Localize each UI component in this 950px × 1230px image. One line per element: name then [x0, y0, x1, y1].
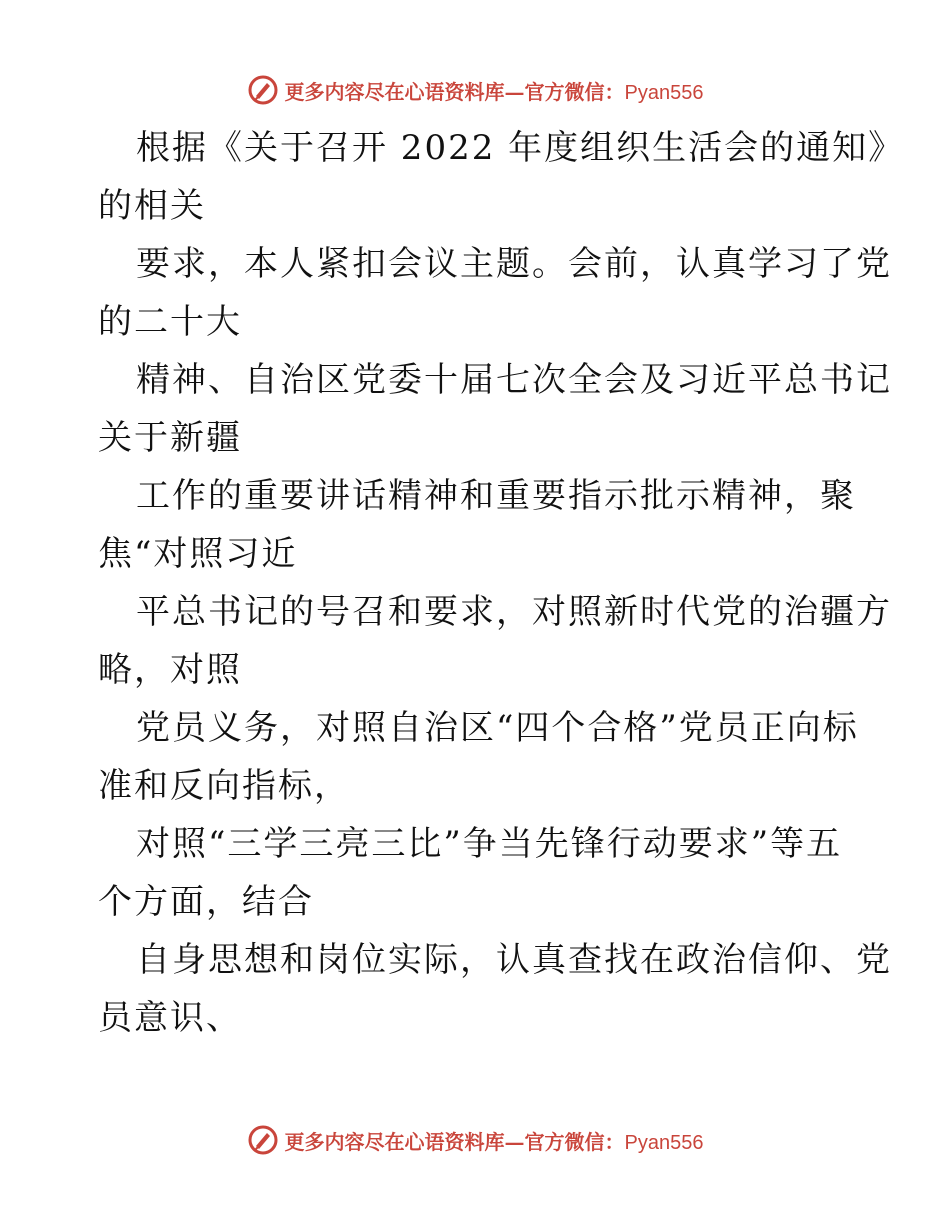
text-line: 对照“三学三亮三比”争当先锋行动要求”等五: [136, 824, 843, 864]
text-line: 自身思想和岗位实际，认真查找在政治信仰、党: [136, 940, 892, 980]
text-line: 精神、自治区党委十届七次全会及习近平总书记: [136, 360, 892, 400]
text-line: 的二十大: [98, 302, 242, 342]
text-line: 关于新疆: [98, 418, 242, 458]
footer-banner-text: 更多内容尽在心语资料库—官方微信：Pyan556: [284, 1129, 704, 1154]
quill-logo-icon: [247, 74, 279, 106]
footer-wechat-id: Pyan556: [624, 1131, 704, 1154]
header-banner: [0, 70, 950, 110]
text-line: 根据《关于召开 2022 年度组织生活会的通知》: [136, 128, 905, 168]
text-line: 党员义务，对照自治区“四个合格”党员正向标: [136, 708, 859, 748]
text-line: 略，对照: [98, 650, 242, 690]
text-line: 准和反向指标，: [98, 766, 350, 806]
text-line: 个方面，结合: [98, 882, 314, 922]
text-line: 工作的重要讲话精神和重要指示批示精神，聚: [136, 476, 856, 516]
text-line: 焦“对照习近: [98, 534, 298, 574]
header-wechat-id: Pyan556: [624, 81, 704, 104]
text-line: 平总书记的号召和要求，对照新时代党的治疆方: [136, 592, 892, 632]
text-line: 的相关: [98, 186, 206, 226]
quill-logo-icon: [247, 1124, 279, 1156]
header-banner-text: 更多内容尽在心语资料库—官方微信：Pyan556: [284, 79, 704, 104]
text-line: 员意识、: [98, 998, 242, 1038]
text-line: 要求，本人紧扣会议主题。会前，认真学习了党: [136, 244, 892, 284]
footer-banner: [0, 1120, 950, 1160]
